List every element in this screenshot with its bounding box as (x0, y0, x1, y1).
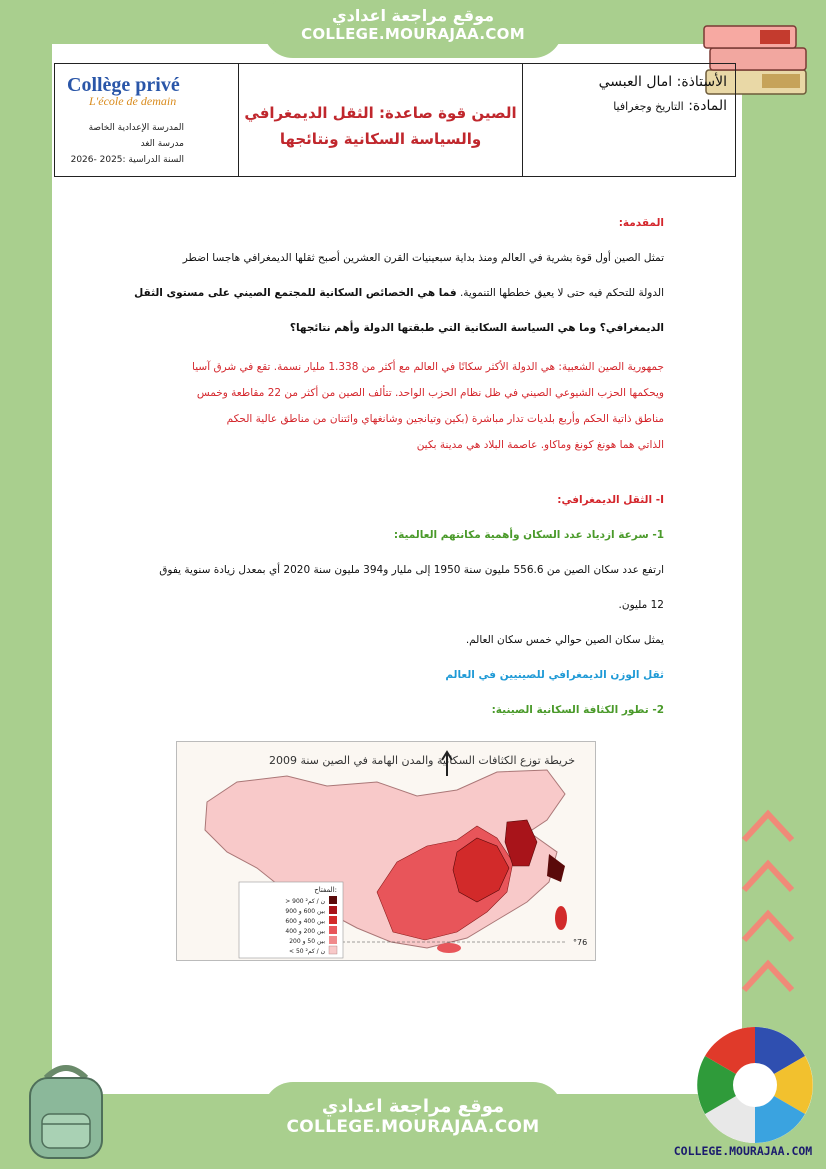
header-table (54, 63, 736, 177)
backpack-icon (16, 1058, 116, 1160)
site-url[interactable]: COLLEGE.MOURAJAA.COM (286, 1117, 540, 1137)
parallel-label: °76 (573, 938, 588, 947)
legend-item: بين 200 و 400 (285, 928, 325, 935)
site-banner-top[interactable] (263, 0, 563, 58)
section-1 (78, 483, 664, 728)
teacher-info (599, 70, 727, 119)
taiwan (555, 906, 567, 930)
intro-heading: المقدمة: (618, 217, 664, 229)
population-growth-line-2: 12 مليون. (618, 599, 664, 611)
chevron-up-icon (738, 940, 798, 1000)
school-type: المدرسة الإعدادية الخاصة (88, 123, 184, 133)
legend-item: > 900 ن / كم² (285, 898, 325, 905)
school-cell (55, 64, 239, 176)
subject-line: المادة: التاريخ وجغرافيا (613, 98, 727, 114)
map-svg (177, 742, 595, 960)
hainan (437, 943, 461, 953)
intro-section (78, 206, 664, 346)
wheel-site-url[interactable]: COLLEGE.MOURAJAA.COM (673, 1144, 813, 1158)
map-title: خريطة توزع الكثافات السكانية والمدن الهامة في الصين سنة 2009 (268, 754, 575, 767)
legend-item: < 50 ن / كم² (289, 948, 325, 955)
teacher-name: الأستاذة: امال العبسي (598, 74, 727, 90)
demographic-weight-note[interactable]: ثقل الوزن الديمغرافي للصينيين في العالم (445, 669, 664, 681)
subjects-wheel-icon[interactable] (694, 1024, 816, 1146)
school-name: مدرسة الغد (140, 139, 184, 149)
subsection-2-heading: 2- تطور الكثافة السكانية الصينية: (491, 704, 664, 716)
population-growth-line-1: ارتفع عدد سكان الصين من 556.6 مليون سنة 1950 إلى مليار و394 مليون سنة 2020 أي بمعدل زيادة سنوية يفوق (159, 564, 664, 576)
intro-line-1: تمثل الصين أول قوة بشرية في العالم ومنذ بداية سبعينيات القرن العشرين أصبح ثقلها الديمغرافي هاجسا اضطر (182, 252, 664, 264)
school-info (71, 120, 184, 168)
legend-item: بين 50 و 200 (289, 938, 325, 945)
china-density-map (176, 741, 596, 961)
school-year: السنة الدراسية :2025 -2026 (70, 155, 184, 165)
site-url[interactable]: COLLEGE.MOURAJAA.COM (301, 25, 525, 43)
teacher-cell (523, 64, 735, 176)
site-banner-bottom[interactable] (263, 1082, 563, 1152)
intro-line-3: الديمغرافي؟ وما هي السياسة السكانية التي طبقتها الدولة وأهم نتائجها؟ (289, 322, 664, 334)
site-name: موقع مراجعة اعدادي (321, 1096, 505, 1117)
intro-line-2: الدولة للتحكم فيه حتى لا يعيق خططها التنموية. فما هي الخصائص السكانية للمجتمع الصيني على مستوى الثقل (134, 287, 664, 299)
china-definition: جمهورية الصين الشعبية: هي الدولة الأكثر سكانًا في العالم مع أكثر من 1.338 مليار نسمة. تقع في شرق آسيا ويحكمها الحزب الشيوعي الصيني في ظل نظام الحزب الواحد. تتألف الصين من أكثر من 22 مقاطعة وخمس مناطق ذاتية الحكم وأربع بلديات تدار مباشرة (بكين وتيانجين وشانغهاي وائتنان من مناطق عالية الحكم الذاتي هما هونغ كونغ وماكاو. عاصمة البلاد هي مدينة بكين (192, 361, 664, 451)
section-1-heading: I- الثقل الديمغرافي: (557, 494, 664, 506)
site-name: موقع مراجعة اعدادي (331, 6, 495, 25)
legend-item: بين 400 و 600 (285, 918, 325, 925)
subsection-1-heading: 1- سرعة ازدياد عدد السكان وأهمية مكانتهم العالمية: (393, 529, 664, 541)
legend-item: بين 600 و 900 (285, 908, 325, 915)
world-share-line: يمثل سكان الصين حوالي خمس سكان العالم. (465, 634, 664, 646)
title-cell (239, 64, 523, 176)
legend-title: المفتاح: (314, 886, 337, 894)
lesson-title: الصين قوة صاعدة: الثقل الديمغرافي والسياسة السكانية ونتائجها (244, 104, 517, 148)
map-legend (239, 882, 343, 958)
school-logo: Collège privé L'école de demain (67, 74, 180, 108)
